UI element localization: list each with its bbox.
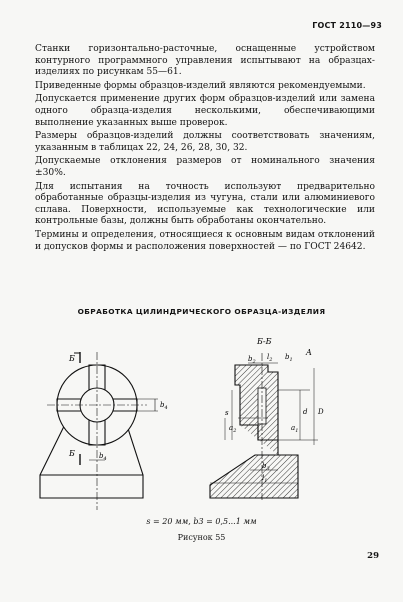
label-b4-right: $b_4$ — [160, 401, 168, 411]
page-number: 29 — [367, 551, 379, 561]
label-A: A — [306, 348, 312, 357]
document-code: ГОСТ 2110—93 — [312, 21, 382, 30]
section-label: Б-Б — [257, 337, 272, 346]
front-view — [40, 352, 158, 510]
paragraph: Допускается применение других форм образцов-изделий или замена одного образца-изделия несколькими, обеспечивающими выполнение указанных выше проверок. — [35, 94, 375, 128]
label-d: d — [303, 408, 308, 416]
label-l1: $l_1$ — [262, 474, 268, 484]
label-D: D — [318, 408, 324, 416]
paragraph: Станки горизонтально-расточные, оснащенные устройством контурного программного управления испытывают на образцах-изделиях по рисункам 55—61. — [35, 44, 375, 78]
paragraph: Термины и определения, относящиеся к основным видам отклонений и допусков формы и расположения поверхностей — по ГОСТ 24642. — [35, 229, 375, 252]
label-a1: $a_1$ — [291, 424, 299, 434]
label-b2: $b_2$ — [248, 355, 256, 365]
label-b1: $b_1$ — [285, 353, 293, 363]
cut-mark-bottom: Б — [69, 449, 75, 458]
paragraph: Допускаемые отклонения размеров от номинального значения ±30%. — [35, 156, 375, 178]
label-l2: $l_2$ — [267, 353, 273, 363]
formula: s = 20 мм, b3 = 0,5...1 мм — [146, 517, 257, 526]
label-b3: $b_3$ — [262, 462, 270, 472]
cut-mark-top: Б — [69, 354, 75, 363]
label-s: s — [225, 409, 229, 417]
label-b4-bottom: $b_4$ — [99, 452, 107, 462]
label-a2: $a_2$ — [229, 424, 237, 434]
figure-caption: Рисунок 55 — [177, 533, 226, 542]
paragraph: Приведенные формы образцов-изделий являются рекомендуемыми. — [35, 80, 366, 91]
section-heading: ОБРАБОТКА ЦИЛИНДРИЧЕСКОГО ОБРАЗЦА-ИЗДЕЛИЯ — [77, 307, 326, 316]
paragraph: Для испытания на точность используют предварительно обработанные образцы-изделия из чугуна, стали или алюминиевого сплава. Поверхности, используемые как технологические или контрольные базы, должны быть обработаны окончательно. — [35, 181, 375, 227]
paragraph: Размеры образцов-изделий должны соответствовать значениям, указанным в таблицах 22, 24, 26, 28, 30, 32. — [35, 131, 375, 153]
